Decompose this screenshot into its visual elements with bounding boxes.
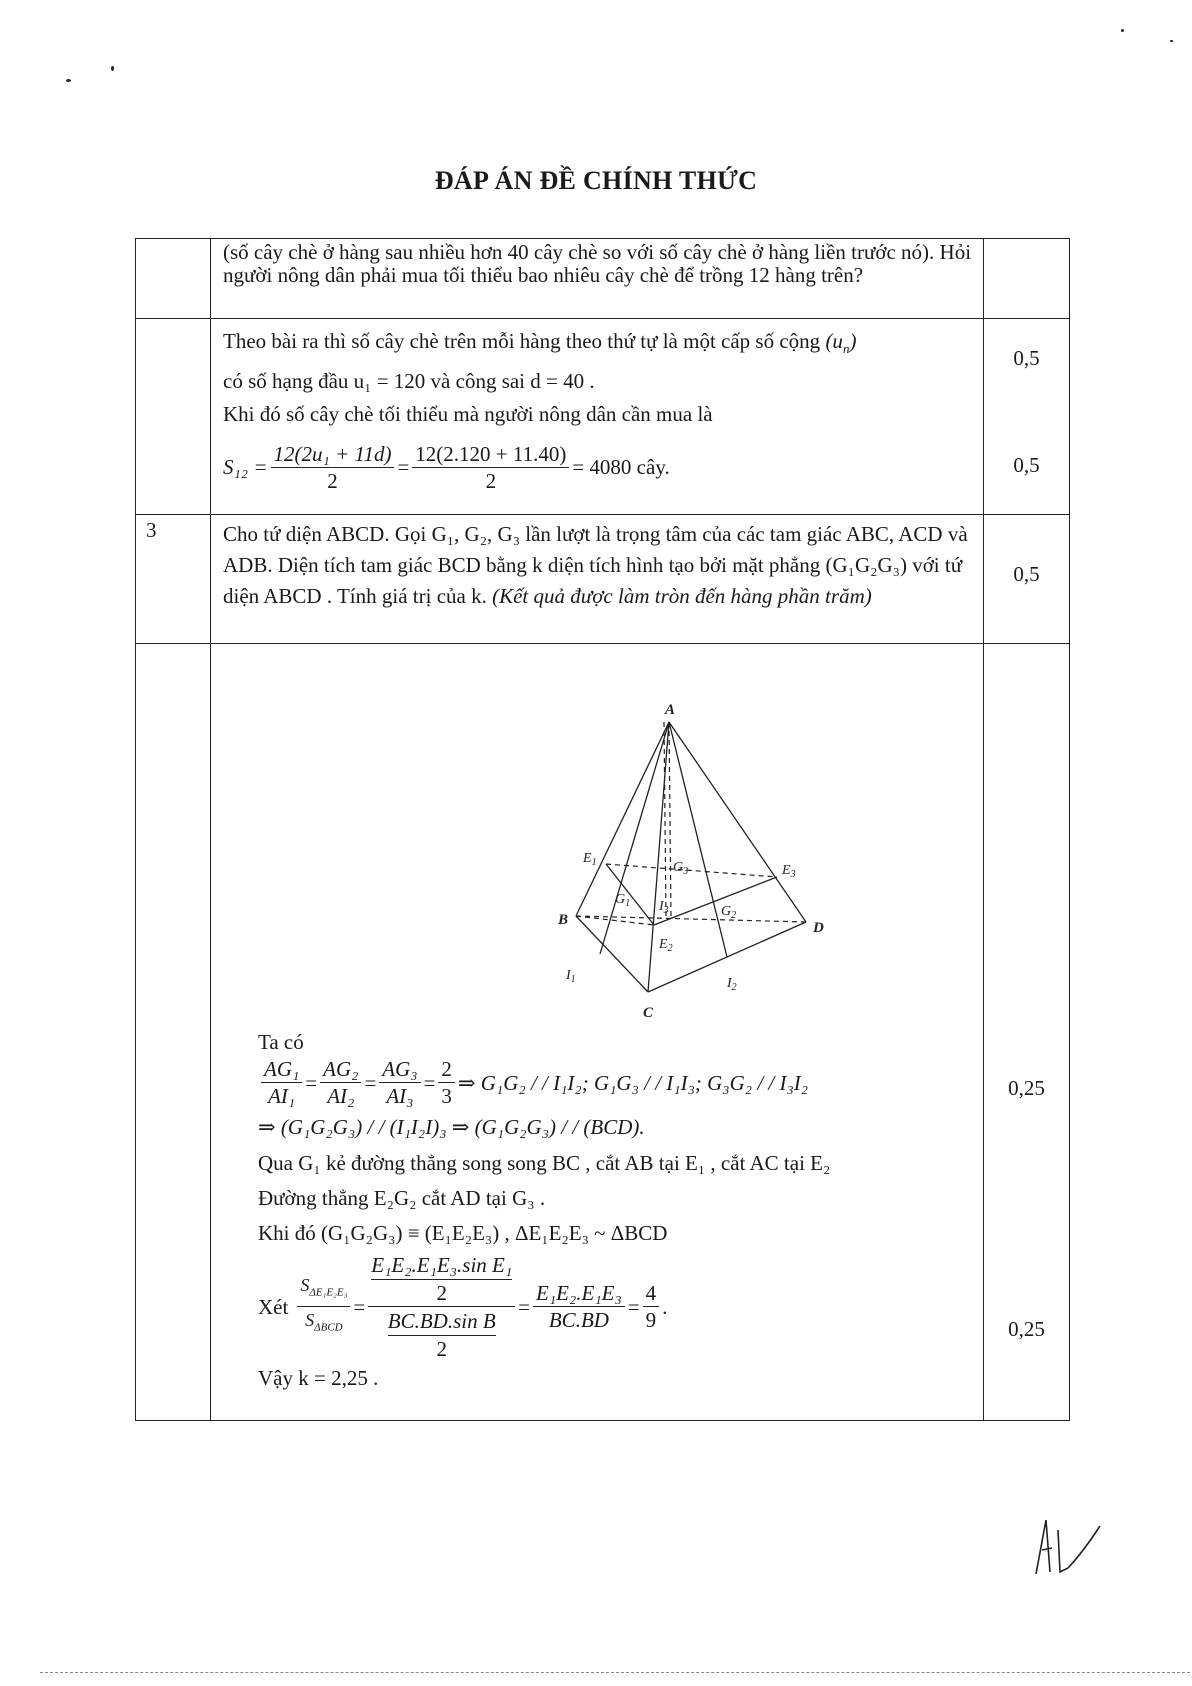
solution-line: Khi đó số cây chè tối thiểu mà người nông dân cần mua là	[223, 402, 713, 427]
solution-line: Đường thẳng E₂G₂ cắt AD tại G₃ .	[258, 1186, 546, 1210]
label-G2: $G_2$	[721, 904, 737, 921]
label-A: A	[665, 702, 676, 718]
label-D: D	[813, 920, 824, 936]
segment-E2E3	[654, 877, 777, 925]
label-C: C	[643, 1005, 654, 1021]
score-cell	[984, 239, 1070, 319]
solution-line: Khi đó (G₁G₂G₃) ≡ (E₁E₂E₃) , ΔE₁E₂E₃ ~ ΔBCD	[258, 1221, 668, 1245]
score-value: 0,5	[1013, 453, 1040, 477]
solution-text	[258, 1026, 938, 1394]
solution-line: ⇒ (G₁G₂G₃) / / (I₁I₂I)₃ ⇒ (G₁G₂G₃) / / (BCD).	[258, 1115, 645, 1139]
ratio-formula: $\frac{\text{AG₁}}{\text{AI₁}}$ = $\frac{\text{AG₂}}{\text{AI₂}}$ = $\frac{\text{AG₃}}{\text{AI₃}}$ = $\frac{2}{3}$ ⇒ G₁G₂ / / I₁I₂; G₁G₃ / / I₁I₃; G₃G₂ / / I₃I₂	[258, 1056, 938, 1109]
solution-line: Ta có	[258, 1030, 304, 1054]
median-AI1	[600, 722, 669, 954]
question-number-cell	[136, 515, 211, 644]
question-number: 3	[146, 518, 157, 542]
solution-line: có số hạng đầu u₁ = 120 và công sai d = 40 .	[223, 369, 595, 394]
question-number-cell	[136, 319, 211, 515]
solution-line: Qua G₁ kẻ đường thẳng song song BC , cắt AB tại E₁ , cắt AC tại E₂	[258, 1151, 831, 1175]
score-value: 0,25	[1008, 1076, 1045, 1100]
label-E1: $E_1$	[583, 851, 597, 868]
score-cell	[984, 644, 1070, 1421]
fraction: $\frac{\text{12(2u₁ + 11d)}}{2}$	[271, 441, 395, 494]
label-E3: $E_3$	[782, 863, 796, 880]
score-cell	[984, 515, 1070, 644]
score-value: 0,5	[1013, 346, 1040, 370]
question-number-cell	[136, 239, 211, 319]
median-AI2	[669, 722, 727, 957]
score-cell	[984, 319, 1070, 515]
label-I3: $I_3$	[659, 899, 669, 916]
solution-cell	[211, 644, 984, 1421]
answer-cell	[211, 239, 984, 319]
segment-E1E2	[606, 864, 654, 925]
question-text: Cho tứ diện ABCD. Gọi G₁, G₂, G₃ lần lượt là trọng tâm của các tam giác ABC, ACD và ADB. Diện tích tam giác BCD bằng k diện tích hình tạo bởi mặt phẳng (G₁G₂G₃) với tứ diện ABCD . Tính giá trị của k. (Kết quả được làm tròn đến hàng phần trăm)	[223, 522, 968, 608]
solution-line: Theo bài ra thì số cây chè trên mỗi hàng theo thứ tự là một cấp số cộng $(u_n)$	[223, 329, 857, 357]
question-continuation-text: (số cây chè ở hàng sau nhiều hơn 40 cây chè so với số cây chè ở hàng liền trước nó). Hỏi người nông dân phải mua tối thiểu bao nhiêu cây chè để trồng 12 hàng trên?	[223, 240, 972, 287]
table-row	[136, 515, 1070, 644]
question-number-cell	[136, 644, 211, 1421]
label-I1: $I_1$	[566, 968, 576, 985]
label-G3: $G_3$	[673, 860, 689, 877]
answer-cell	[211, 319, 984, 515]
score-value: 0,5	[1013, 562, 1040, 586]
solution-line: Vậy k = 2,25 .	[258, 1366, 379, 1390]
question-cell	[211, 515, 984, 644]
label-B: B	[558, 912, 569, 928]
table-row	[136, 319, 1070, 515]
scan-speck	[111, 66, 114, 71]
score-value: 0,25	[1008, 1317, 1045, 1341]
sequence-notation: $(u_n)$	[825, 329, 857, 357]
label-G1: $G_1$	[615, 892, 631, 909]
sum-formula: S₁₂ = $\frac{\text{12(2u₁ + 11d)}}{2}$ = $\frac{12(2.120 + 11.40)}{2}$ = 4080 cây.	[223, 442, 670, 494]
area-ratio-formula: Xét $\frac{S_{\Delta E_1E_2E_3}}{S_{\Delta BCD}}$ = E₁E₂.E₁E₃.sin E₁ 2 BC.BD.sin B 2 = $\frac{\text{E₁E₂.E₁E₃}}{BC.BD}$ = $\frac{4}{9}$ .	[258, 1253, 668, 1361]
edge-AB	[576, 722, 669, 916]
scan-speck	[1121, 29, 1124, 32]
table-row	[136, 644, 1070, 1421]
scan-speck	[66, 79, 71, 82]
page-title: ĐÁP ÁN ĐỀ CHÍNH THỨC	[434, 166, 758, 195]
table-row	[136, 239, 1070, 319]
edge-BC	[576, 916, 648, 992]
scan-speck	[1170, 40, 1173, 42]
label-E2: $E_2$	[659, 937, 673, 954]
tetrahedron-figure	[461, 692, 861, 1022]
page-bottom-edge	[40, 1672, 1190, 1673]
median-AI3b	[664, 722, 666, 918]
answer-table	[135, 238, 1070, 1421]
label-I2: $I_2$	[727, 976, 737, 993]
segment-E1E3	[606, 864, 777, 877]
signature	[1028, 1512, 1108, 1582]
median-AI3	[669, 722, 671, 918]
fraction: $\frac{12(2.120 + 11.40)}{2}$	[412, 441, 569, 494]
